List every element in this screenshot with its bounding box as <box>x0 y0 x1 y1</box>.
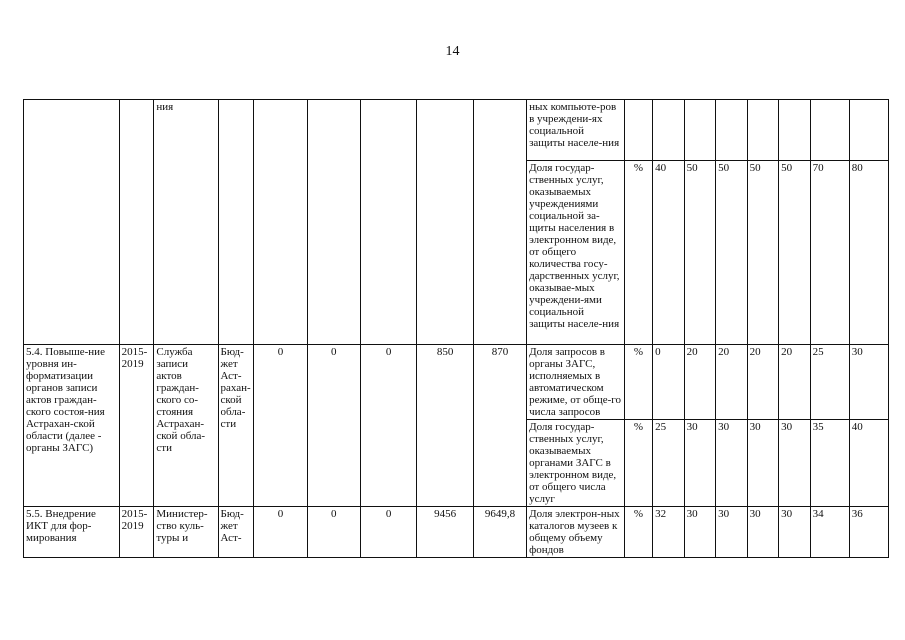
amount-cell <box>360 100 417 345</box>
value-cell: 40 <box>653 161 685 345</box>
table-row <box>24 100 889 161</box>
value-cell <box>747 100 779 161</box>
measure-name-cell <box>24 100 120 345</box>
value-cell: 32 <box>653 507 685 558</box>
source-cell: Бюд-жет Аст- <box>218 507 254 558</box>
value-cell <box>779 100 811 161</box>
indicator-cell: Доля запросов в органы ЗАГС, исполняемых в автоматическом режиме, от обще-го числа запросов <box>527 345 625 420</box>
unit-cell: % <box>624 507 652 558</box>
value-cell: 25 <box>810 345 849 420</box>
amount-cell <box>307 100 360 345</box>
amount-cell: 0 <box>254 507 307 558</box>
value-cell: 35 <box>810 420 849 507</box>
value-cell: 70 <box>810 161 849 345</box>
amount-cell <box>473 100 526 345</box>
unit-cell <box>624 100 652 161</box>
value-cell: 20 <box>747 345 779 420</box>
indicator-cell: Доля государ-ственных услуг, оказываемых учреждениями социальной за-щиты населения в электронном виде, от общего количества госу-дарственных услуг, оказывае-мых учреждени-ями социальной защиты населе-ния <box>527 161 625 345</box>
amount-cell: 0 <box>254 345 307 507</box>
amount-cell: 9456 <box>417 507 474 558</box>
period-cell: 2015-2019 <box>119 507 154 558</box>
amount-cell: 9649,8 <box>473 507 526 558</box>
value-cell: 50 <box>747 161 779 345</box>
value-cell <box>849 100 888 161</box>
amount-cell <box>417 100 474 345</box>
unit-cell: % <box>624 161 652 345</box>
amount-cell: 0 <box>307 507 360 558</box>
amount-cell <box>254 100 307 345</box>
value-cell: 30 <box>684 420 716 507</box>
value-cell <box>810 100 849 161</box>
page-number: 14 <box>445 44 460 59</box>
period-cell: 2015-2019 <box>119 345 154 507</box>
amount-cell: 0 <box>307 345 360 507</box>
value-cell: 50 <box>684 161 716 345</box>
value-cell: 0 <box>653 345 685 420</box>
amount-cell: 870 <box>473 345 526 507</box>
indicator-cell: ных компьюте-ров в учреждени-ях социальной защиты населе-ния <box>527 100 625 161</box>
indicator-cell: Доля электрон-ных каталогов музеев к общему объему фондов <box>527 507 625 558</box>
value-cell: 30 <box>779 420 811 507</box>
value-cell: 80 <box>849 161 888 345</box>
source-cell: Бюд-жет Аст-рахан-ской обла-сти <box>218 345 254 507</box>
unit-cell: % <box>624 420 652 507</box>
source-cell <box>218 100 254 345</box>
value-cell: 30 <box>716 420 748 507</box>
value-cell: 25 <box>653 420 685 507</box>
value-cell <box>653 100 685 161</box>
value-cell: 30 <box>716 507 748 558</box>
executor-cell: Министер-ство куль-туры и <box>154 507 218 558</box>
value-cell: 40 <box>849 420 888 507</box>
table-row <box>24 507 889 558</box>
value-cell: 20 <box>684 345 716 420</box>
amount-cell: 0 <box>360 345 417 507</box>
program-table <box>23 99 889 558</box>
measure-name-cell: 5.5. Внедрение ИКТ для фор-мирования <box>24 507 120 558</box>
table-row <box>24 345 889 420</box>
unit-cell: % <box>624 345 652 420</box>
value-cell: 30 <box>747 420 779 507</box>
value-cell: 50 <box>716 161 748 345</box>
value-cell: 30 <box>684 507 716 558</box>
executor-cell: ния <box>154 100 218 345</box>
value-cell: 20 <box>716 345 748 420</box>
value-cell: 30 <box>779 507 811 558</box>
value-cell <box>716 100 748 161</box>
indicator-cell: Доля государ-ственных услуг, оказываемых органами ЗАГС в электронном виде, от общего числа услуг <box>527 420 625 507</box>
value-cell: 20 <box>779 345 811 420</box>
executor-cell: Служба записи актов граждан-ского со-стояния Астрахан-ской обла-сти <box>154 345 218 507</box>
amount-cell: 850 <box>417 345 474 507</box>
period-cell <box>119 100 154 345</box>
measure-name-cell: 5.4. Повыше-ние уровня ин-форматизации органов записи актов граждан-ского состоя-ния Астрахан-ской области (далее - органы ЗАГС) <box>24 345 120 507</box>
value-cell: 30 <box>849 345 888 420</box>
amount-cell: 0 <box>360 507 417 558</box>
value-cell: 36 <box>849 507 888 558</box>
value-cell <box>684 100 716 161</box>
value-cell: 30 <box>747 507 779 558</box>
value-cell: 50 <box>779 161 811 345</box>
value-cell: 34 <box>810 507 849 558</box>
